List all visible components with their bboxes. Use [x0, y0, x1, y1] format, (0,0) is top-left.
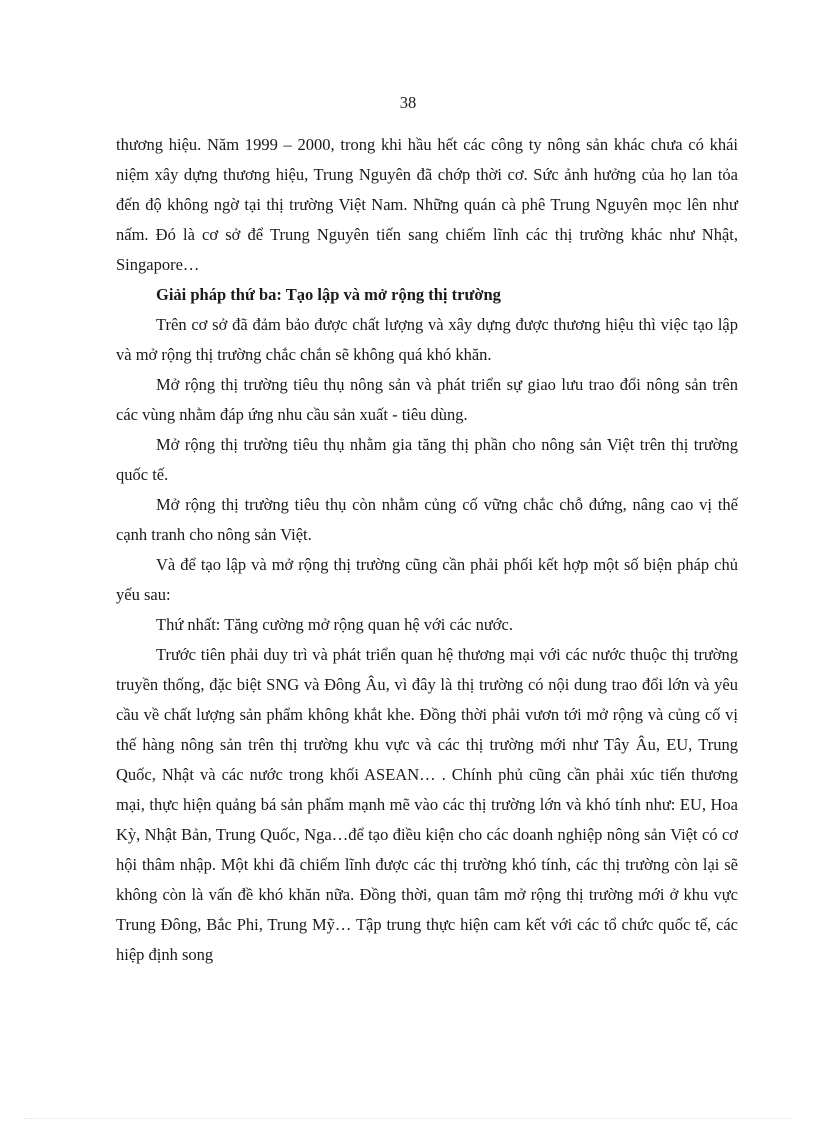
paragraph: Mở rộng thị trường tiêu thụ nhằm gia tăng thị phần cho nông sản Việt trên thị trường quốc tế.	[116, 435, 738, 484]
page-bottom-edge	[24, 1118, 792, 1119]
paragraph: Và để tạo lập và mở rộng thị trường cũng cần phải phối kết hợp một số biện pháp chủ yếu sau:	[116, 555, 738, 604]
section-heading: Giải pháp thứ ba: Tạo lập và mở rộng thị trường	[156, 285, 501, 304]
paragraph: Trên cơ sở đã đảm bảo được chất lượng và xây dựng được thương hiệu thì việc tạo lập và mở rộng thị trường chắc chắn sẽ không quá khó khăn.	[116, 315, 738, 364]
paragraph-continuation: thương hiệu. Năm 1999 – 2000, trong khi hầu hết các công ty nông sản khác chưa có khái niệm xây dựng thương hiệu, Trung Nguyên đã chớp thời cơ. Sức ảnh hưởng của họ lan tỏa đến độ không ngờ tại thị trường Việt Nam. Những quán cà phê Trung Nguyên mọc lên như nấm. Đó là cơ sở để Trung Nguyên tiến sang chiếm lĩnh các thị trường khác như Nhật, Singapore…	[116, 135, 738, 274]
page-number: 38	[399, 93, 417, 112]
paragraph: Trước tiên phải duy trì và phát triển quan hệ thương mại với các nước thuộc thị trường truyền thống, đặc biệt SNG và Đông Âu, vì đây là thị trường có nội dung trao đổi lớn và yêu cầu về chất lượng sản phẩm không khắt khe. Đồng thời phải vươn tới mở rộng và củng cố vị thế hàng nông sản trên thị trường khu vực và các thị trường mới như Tây Âu, EU, Trung Quốc, Nhật và các nước trong khối ASEAN… . Chính phủ cũng cần phải xúc tiến thương mại, thực hiện quảng bá sản phẩm mạnh mẽ vào các thị trường lớn và khó tính như: EU, Hoa Kỳ, Nhật Bản, Trung Quốc, Nga…để tạo điều kiện cho các doanh nghiệp nông sản Việt có cơ hội thâm nhập. Một khi đã chiếm lĩnh được các thị trường khó tính, các thị trường còn lại sẽ không còn là vấn đề khó khăn nữa. Đồng thời, quan tâm mở rộng thị trường mới ở khu vực Trung Đông, Bắc Phi, Trung Mỹ… Tập trung thực hiện cam kết với các tổ chức quốc tế, các hiệp định song	[116, 645, 738, 964]
paragraph: Mở rộng thị trường tiêu thụ còn nhằm củng cố vững chắc chỗ đứng, nâng cao vị thế cạnh tranh cho nông sản Việt.	[116, 495, 738, 544]
subheading-first: Thứ nhất: Tăng cường mở rộng quan hệ với các nước.	[156, 615, 513, 634]
document-body	[116, 130, 738, 970]
paragraph: Mở rộng thị trường tiêu thụ nông sản và phát triển sự giao lưu trao đổi nông sản trên các vùng nhằm đáp ứng nhu cầu sản xuất - tiêu dùng.	[116, 375, 738, 424]
